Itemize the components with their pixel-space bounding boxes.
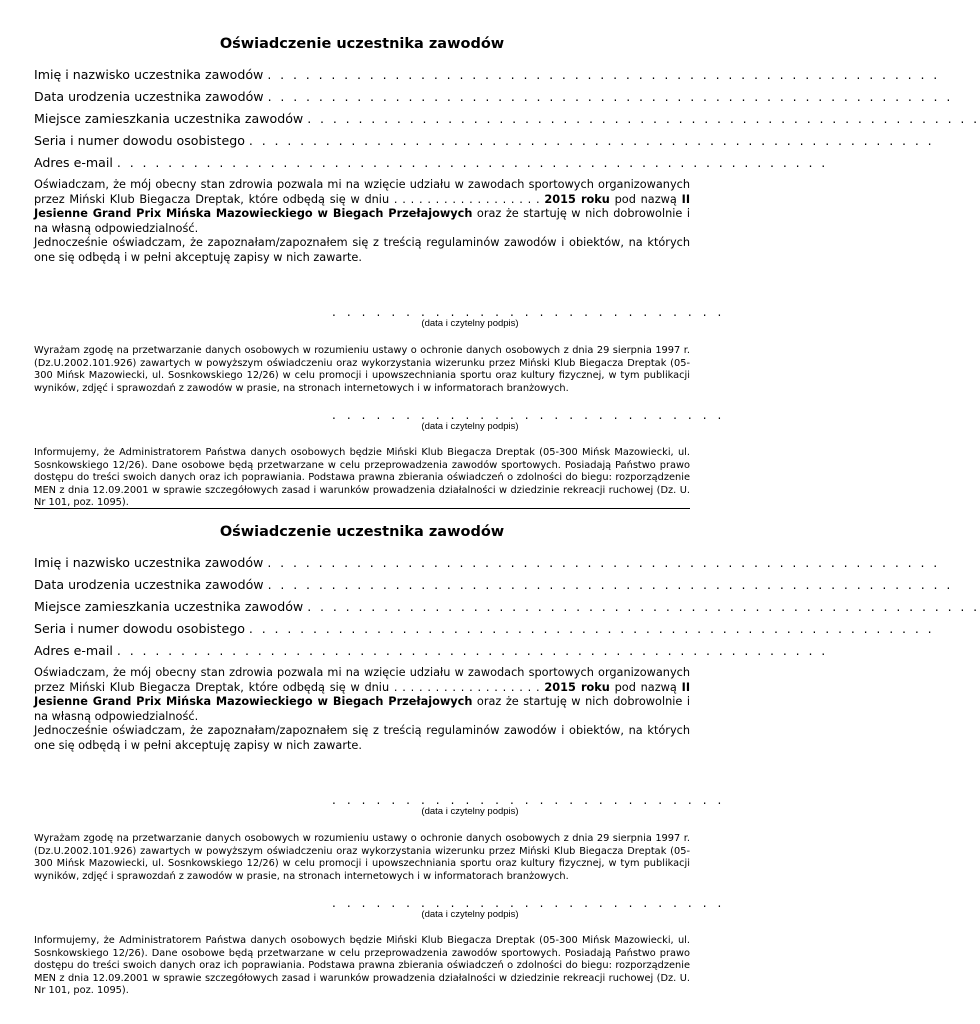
fill-line[interactable]: . . . . . . . . . . . . . . . . . . . . . . . . . . . . . . . . . . . . . . . . . . . . . . . . . . . . . . xyxy=(267,577,953,592)
field-label: Imię i nazwisko uczestnika zawodów xyxy=(34,555,264,570)
event-name: II Jesienne Grand Prix Mińska Mazowieckiego w Biegach Przełajowych xyxy=(34,192,691,221)
declaration-paragraph: Oświadczam, że mój obecny stan zdrowia pozwala mi na wzięcie udziału w zawodach sportowych organizowanych przez Miński Klub Biegacza Dreptak, które odbędą się w dniu . . . . . . . . . . . . . . . . . . 2015 roku pod nazwą II Jesienne Grand Prix Mińska Mazowieckiego w Biegach Przełajowych oraz że startuję w nich dobrowolnie i na własną odpowiedzialność. xyxy=(34,666,691,723)
signature-block[interactable] xyxy=(332,305,725,330)
declaration-paragraph: Oświadczam, że mój obecny stan zdrowia pozwala mi na wzięcie udziału w zawodach sportowych organizowanych przez Miński Klub Biegacza Dreptak, które odbędą się w dniu . . . . . . . . . . . . . . . . . . 2015 roku pod nazwą II Jesienne Grand Prix Mińska Mazowieckiego w Biegach Przełajowych oraz że startuję w nich dobrowolnie i na własną odpowiedzialność. xyxy=(34,178,691,235)
field-label: Seria i numer dowodu osobistego xyxy=(34,621,245,636)
form-title: Oświadczenie uczestnika zawodów xyxy=(219,524,505,540)
field-label: Data urodzenia uczestnika zawodów xyxy=(34,89,264,104)
email-field[interactable] xyxy=(34,643,828,661)
residence-field[interactable] xyxy=(34,111,980,129)
event-name: II Jesienne Grand Prix Mińska Mazowieckiego w Biegach Przełajowych xyxy=(34,680,691,709)
year-text: 2015 roku xyxy=(544,680,610,694)
fill-line[interactable]: . . . . . . . . . . . . . . . . . . . . . . . . . . . . . . . . . . . . . . . . . . . . . . . . . . . . . . . . xyxy=(116,155,828,170)
signature-label: (data i czytelny podpis) xyxy=(421,318,519,329)
signature-line[interactable]: . . . . . . . . . . . . . . . . . . . . . . . . . . . xyxy=(332,896,725,910)
health-declaration xyxy=(34,178,690,266)
full-name-field[interactable] xyxy=(34,555,940,573)
id-number-field[interactable] xyxy=(34,133,935,151)
fill-line[interactable]: . . . . . . . . . . . . . . . . . . . . . . . . . . . . . . . . . . . . . . . . . . . . . . . . . . . . . xyxy=(267,555,940,570)
rules-acceptance: Jednocześnie oświadczam, że zapoznałam/zapoznałem się z treścią regulaminów zawodów i obiektów, na których one się odbędą i w pełni akceptuję zapisy w nich zawarte. xyxy=(34,724,690,752)
data-processing-consent: Wyrażam zgodę na przetwarzanie danych osobowych w rozumieniu ustawy o ochronie danych osobowych z dnia 29 sierpnia 1997 r. (Dz.U.2002.101.926) zawartych w powyższym oświadczeniu oraz wykorzystania wizerunku przez Miński Klub Biegacza Dreptak (05-300 Mińsk Mazowiecki, ul. Sosnkowskiego 12/26) w celu promocji i upowszechniania sportu oraz kultury fizycznej, w tym publikacji wyników, zdjęć i sprawozdań z zawodów w prasie, na stronach internetowych i w informatorach branżowych. xyxy=(34,833,690,882)
id-number-field[interactable] xyxy=(34,621,935,639)
signature-block[interactable] xyxy=(332,896,725,921)
field-label: Data urodzenia uczestnika zawodów xyxy=(34,577,264,592)
field-label: Miejsce zamieszkania uczestnika zawodów xyxy=(34,599,304,614)
signature-block[interactable] xyxy=(332,408,725,433)
administrator-info: Informujemy, że Administratorem Państwa danych osobowych będzie Miński Klub Biegacza Dreptak (05-300 Mińsk Mazowiecki, ul. Sosnkowskiego 12/26). Dane osobowe będą przetwarzane w celu przeprowadzenia zawodów sportowych. Posiadają Państwo prawo dostępu do treści swoich danych oraz ich poprawiania. Podstawa prawna zbierania oświadczeń o zdolności do biegu: rozporządzenie MEN z dnia 12.09.2001 w sprawie szczegółowych zasad i warunków prowadzenia działalności w dziedzinie rekreacji ruchowej (Dz. U. Nr 101, poz. 1095). xyxy=(34,447,690,509)
field-label: Seria i numer dowodu osobistego xyxy=(34,133,245,148)
fill-line[interactable]: . . . . . . . . . . . . . . . . . . . . . . . . . . . . . . . . . . . . . . . . . . . . . . . . . . . . . . xyxy=(248,133,935,148)
year-text: 2015 roku xyxy=(544,192,610,206)
field-label: Miejsce zamieszkania uczestnika zawodów xyxy=(34,111,304,126)
signature-label: (data i czytelny podpis) xyxy=(421,421,519,432)
fill-line[interactable]: . . . . . . . . . . . . . . . . . . . . . . . . . . . . . . . . . . . . . . . . . . . . . . . . . . . . . . xyxy=(248,621,935,636)
signature-label: (data i czytelny podpis) xyxy=(421,806,519,817)
birth-date-field[interactable] xyxy=(34,89,953,107)
birth-date-field[interactable] xyxy=(34,577,953,595)
signature-line[interactable]: . . . . . . . . . . . . . . . . . . . . . . . . . . . xyxy=(332,305,725,319)
signature-line[interactable]: . . . . . . . . . . . . . . . . . . . . . . . . . . . xyxy=(332,408,725,422)
field-label: Adres e-mail xyxy=(34,155,113,170)
fill-line[interactable]: . . . . . . . . . . . . . . . . . . . . . . . . . . . . . . . . . . . . . . . . . . . . . . . . . . . . . . . . xyxy=(116,643,828,658)
full-name-field[interactable] xyxy=(34,67,940,85)
data-processing-consent: Wyrażam zgodę na przetwarzanie danych osobowych w rozumieniu ustawy o ochronie danych osobowych z dnia 29 sierpnia 1997 r. (Dz.U.2002.101.926) zawartych w powyższym oświadczeniu oraz wykorzystania wizerunku przez Miński Klub Biegacza Dreptak (05-300 Mińsk Mazowiecki, ul. Sosnkowskiego 12/26) w celu promocji i upowszechniania sportu oraz kultury fizycznej, w tym publikacji wyników, zdjęć i sprawozdań z zawodów w prasie, na stronach internetowych i w informatorach branżowych. xyxy=(34,345,690,394)
administrator-info: Informujemy, że Administratorem Państwa danych osobowych będzie Miński Klub Biegacza Dreptak (05-300 Mińsk Mazowiecki, ul. Sosnkowskiego 12/26). Dane osobowe będą przetwarzane w celu przeprowadzenia zawodów sportowych. Posiadają Państwo prawo dostępu do treści swoich danych oraz ich poprawiania. Podstawa prawna zbierania oświadczeń o zdolności do biegu: rozporządzenie MEN z dnia 12.09.2001 w sprawie szczegółowych zasad i warunków prowadzenia działalności w dziedzinie rekreacji ruchowej (Dz. U. Nr 101, poz. 1095). xyxy=(34,935,690,997)
email-field[interactable] xyxy=(34,155,828,173)
signature-line[interactable]: . . . . . . . . . . . . . . . . . . . . . . . . . . . xyxy=(332,793,725,807)
fill-line[interactable]: . . . . . . . . . . . . . . . . . . . . . . . . . . . . . . . . . . . . . . . . . . . . . . . . . . . . . . xyxy=(267,89,953,104)
fill-line[interactable]: . . . . . . . . . . . . . . . . . . . . . . . . . . . . . . . . . . . . . . . . . . . . . . . . . . . . . xyxy=(267,67,940,82)
fill-line[interactable]: . . . . . . . . . . . . . . . . . . . . . . . . . . . . . . . . . . . . . . . . . . . . . . . . . . . . . xyxy=(307,599,980,614)
cut-line-divider xyxy=(34,508,690,509)
form-title: Oświadczenie uczestnika zawodów xyxy=(219,36,505,52)
signature-block[interactable] xyxy=(332,793,725,818)
field-label: Adres e-mail xyxy=(34,643,113,658)
rules-acceptance: Jednocześnie oświadczam, że zapoznałam/zapoznałem się z treścią regulaminów zawodów i obiektów, na których one się odbędą i w pełni akceptuję zapisy w nich zawarte. xyxy=(34,236,690,264)
health-declaration xyxy=(34,666,690,754)
residence-field[interactable] xyxy=(34,599,980,617)
fill-line[interactable]: . . . . . . . . . . . . . . . . . . . . . . . . . . . . . . . . . . . . . . . . . . . . . . . . . . . . . xyxy=(307,111,980,126)
field-label: Imię i nazwisko uczestnika zawodów xyxy=(34,67,264,82)
signature-label: (data i czytelny podpis) xyxy=(421,909,519,920)
